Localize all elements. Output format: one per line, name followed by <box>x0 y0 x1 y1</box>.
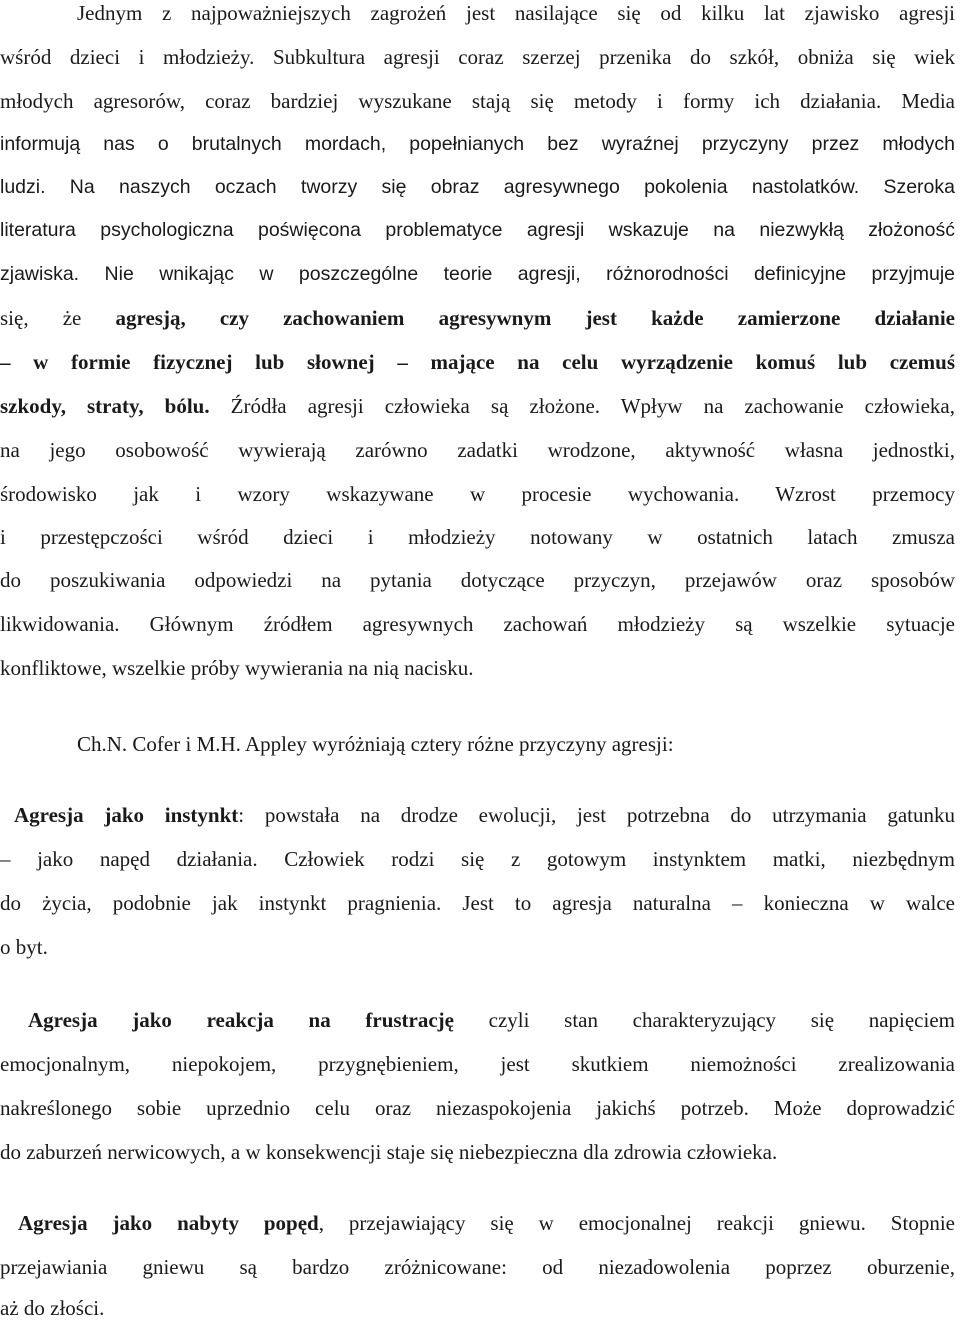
cause-line: do życia, podobnie jak instynkt pragnienia. Jest to agresja naturalna – konieczna w walce <box>0 891 955 915</box>
text-span: czyli stan charakteryzujący się napięciem <box>454 1008 955 1032</box>
paragraph-line: zjawiska. Nie wnikając w poszczególne teorie agresji, różnorodności definicyjne przyjmuje <box>0 263 955 285</box>
paragraph-line <box>0 393 955 419</box>
paragraph-line: konfliktowe, wszelkie próby wywierania na nią nacisku. <box>0 656 474 680</box>
paragraph-line: środowisko jak i wzory wskazywane w procesie wychowania. Wzrost przemocy <box>0 482 955 506</box>
text-span: , przejawiający się w emocjonalnej reakcji gniewu. Stopnie <box>318 1211 955 1235</box>
paragraph-line: informują nas o brutalnych mordach, popełnianych bez wyraźnej przyczyny przez młodych <box>0 133 955 155</box>
paragraph-line: na jego osobowość wywierają zarówno zadatki wrodzone, aktywność własna jednostki, <box>0 438 955 462</box>
paragraph-line: do poszukiwania odpowiedzi na pytania dotyczące przyczyn, przejawów oraz sposobów <box>0 568 955 592</box>
paragraph-line: likwidowania. Głównym źródłem agresywnych zachowań młodzieży są wszelkie sytuacje <box>0 612 955 636</box>
cause-title: Agresja jako instynkt <box>14 803 239 827</box>
intro-line: Ch.N. Cofer i M.H. Appley wyróżniają cztery różne przyczyny agresji: <box>77 732 674 756</box>
paragraph-line: i przestępczości wśród dzieci i młodzieży notowany w ostatnich latach zmusza <box>0 525 955 549</box>
paragraph-line: literatura psychologiczna poświęcona problematyce agresji wskazuje na niezwykłą złożoność <box>0 219 955 241</box>
cause-title: Agresja jako reakcja na frustrację <box>28 1008 454 1032</box>
cause-line: emocjonalnym, niepokojem, przygnębieniem, jest skutkiem niemożności zrealizowania <box>0 1052 955 1076</box>
cause-line <box>18 1210 955 1236</box>
definition-line: – w formie fizycznej lub słownej – mające na celu wyrządzenie komuś lub czemuś <box>0 350 955 374</box>
cause-line: aż do złości. <box>0 1296 105 1320</box>
text-span: : powstała na drodze ewolucji, jest potrzebna do utrzymania gatunku <box>238 803 955 827</box>
paragraph-line: ludzi. Na naszych oczach tworzy się obraz agresywnego pokolenia nastolatków. Szeroka <box>0 176 955 198</box>
paragraph-line: wśród dzieci i młodzieży. Subkultura agresji coraz szerzej przenika do szkół, obniża się wiek <box>0 45 955 69</box>
cause-line: o byt. <box>0 935 48 959</box>
text-span: Źródła agresji człowieka są złożone. Wpływ na zachowanie człowieka, <box>209 394 955 418</box>
cause-line: – jako napęd działania. Człowiek rodzi się z gotowym instynktem matki, niezbędnym <box>0 847 955 871</box>
cause-line <box>14 802 955 828</box>
paragraph-line: młodych agresorów, coraz bardziej wyszukane stają się metody i formy ich działania. Media <box>0 89 955 113</box>
definition-bold: szkody, straty, bólu. <box>0 394 210 418</box>
cause-line: do zaburzeń nerwicowych, a w konsekwencji staje się niebezpieczna dla zdrowia człowieka. <box>0 1140 778 1164</box>
cause-line: nakreślonego sobie uprzednio celu oraz niezaspokojenia jakichś potrzeb. Może doprowadzić <box>0 1096 955 1120</box>
paragraph-line: Jednym z najpoważniejszych zagrożeń jest nasilające się od kilku lat zjawisko agresji <box>77 1 955 25</box>
paragraph-line <box>0 305 955 331</box>
cause-line <box>28 1007 955 1033</box>
cause-title: Agresja jako nabyty popęd <box>18 1211 319 1235</box>
text-span: się, że <box>0 306 116 330</box>
definition-bold: agresją, czy zachowaniem agresywnym jest każde zamierzone działanie <box>115 306 955 330</box>
cause-line: przejawiania gniewu są bardzo zróżnicowane: od niezadowolenia poprzez oburzenie, <box>0 1255 955 1279</box>
